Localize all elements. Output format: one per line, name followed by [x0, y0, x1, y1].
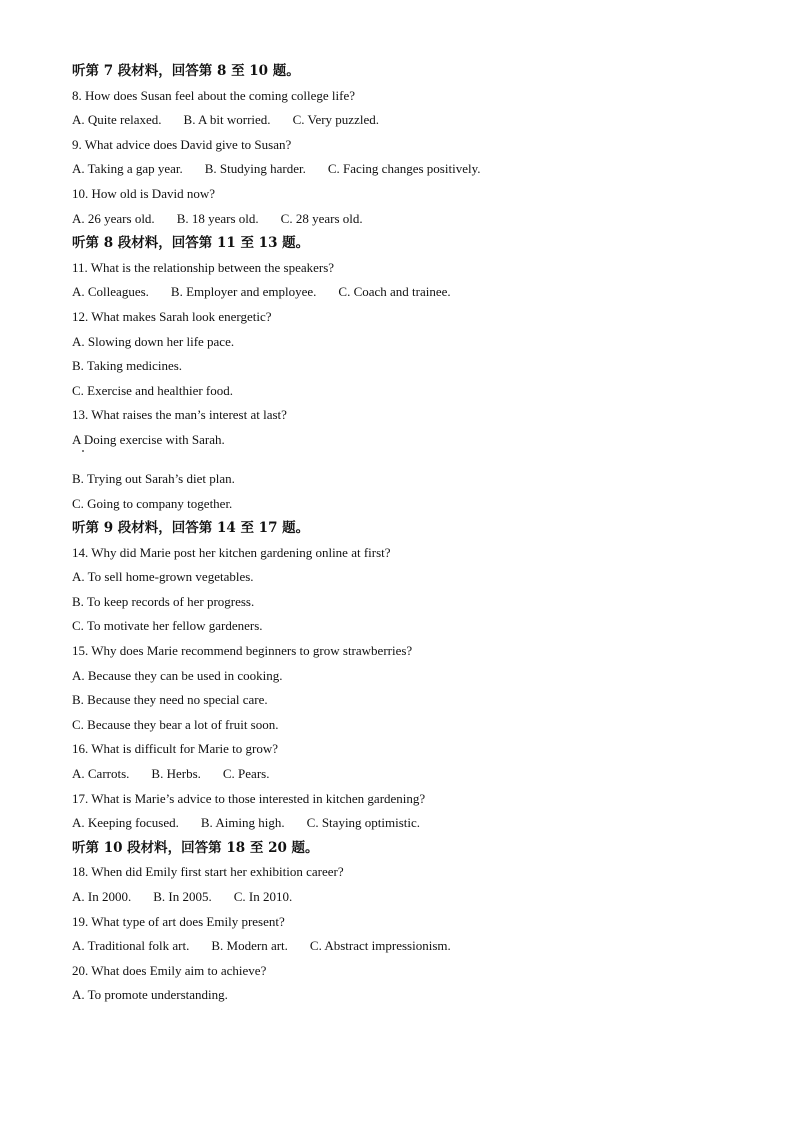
listening-questions: [72, 62, 732, 1011]
options-11: [72, 283, 732, 300]
option-a: A. 26 years old.: [72, 210, 155, 226]
option-c: C. Because they bear a lot of fruit soon.: [72, 716, 279, 732]
question-15: 15. Why does Marie recommend beginners to grow strawberries?: [72, 643, 413, 659]
question-13: 13. What raises the man’s interest at last?: [72, 407, 287, 423]
options-9: [72, 160, 732, 177]
option-a: A. Carrots.: [72, 766, 130, 782]
option-b: B. Aiming high.: [200, 815, 285, 831]
section-heading: 听第 8 段材料，回答第 11 至 13 题。: [72, 235, 310, 252]
option-a: A. Because they can be used in cooking.: [72, 667, 283, 683]
question-12: 12. What makes Sarah look energetic?: [72, 308, 272, 324]
question-14: 14. Why did Marie post her kitchen gardening online at first?: [72, 544, 391, 560]
option-c: C. Very puzzled.: [292, 112, 379, 128]
option-a: A. To promote understanding.: [72, 987, 228, 1003]
option-b: B. Herbs.: [151, 766, 201, 782]
option-c: C. Going to company together.: [72, 495, 233, 511]
section-heading: 听第 10 段材料，回答第 18 至 20 题。: [72, 839, 319, 856]
option-c: C. Pears.: [222, 766, 270, 782]
option-b: B. Because they need no special care.: [72, 692, 268, 708]
option-c: C. Coach and trainee.: [338, 284, 451, 300]
option-c: C. In 2010.: [233, 889, 293, 904]
option-c: C. 28 years old.: [280, 210, 363, 226]
option-a: A Doing exercise with Sarah.: [72, 431, 732, 448]
option-b: B. Trying out Sarah’s diet plan.: [72, 470, 235, 486]
option-b: B. Modern art.: [211, 938, 288, 954]
option-c: C. Staying optimistic.: [306, 815, 421, 831]
option-b: B. 18 years old.: [176, 210, 259, 226]
option-a: A. In 2000.: [72, 889, 132, 904]
option-b: B. A bit worried.: [183, 112, 271, 128]
question-9: 9. What advice does David give to Susan?: [72, 136, 292, 152]
option-c: C. Exercise and healthier food.: [72, 382, 233, 398]
option-c: C. To motivate her fellow gardeners.: [72, 618, 263, 634]
option-a: A. Colleagues.: [72, 284, 149, 300]
question-17: 17. What is Marie’s advice to those interested in kitchen gardening?: [72, 790, 426, 806]
option-a: A. Taking a gap year.: [72, 161, 183, 177]
option-a: A. Slowing down her life pace.: [72, 333, 235, 349]
options-8: [72, 111, 732, 128]
options-10: [72, 210, 732, 227]
options-16: [72, 765, 732, 782]
question-20: 20. What does Emily aim to achieve?: [72, 962, 267, 978]
options-17: [72, 814, 732, 831]
option-a: A. Keeping focused.: [72, 815, 179, 831]
option-b: B. Studying harder.: [204, 161, 306, 177]
options-18: [72, 888, 732, 905]
question-8: 8. How does Susan feel about the coming college life?: [72, 87, 356, 103]
option-b: B. Taking medicines.: [72, 358, 183, 374]
option-c: C. Abstract impressionism.: [309, 938, 451, 954]
options-19: [72, 937, 732, 954]
option-c: C. Facing changes positively.: [327, 161, 481, 177]
question-10: 10. How old is David now?: [72, 185, 215, 201]
question-19: 19. What type of art does Emily present?: [72, 913, 285, 929]
option-a: A. Traditional folk art.: [72, 938, 190, 954]
option-a: A. To sell home-grown vegetables.: [72, 569, 254, 585]
option-b: B. In 2005.: [153, 889, 212, 904]
question-11: 11. What is the relationship between the speakers?: [72, 259, 335, 275]
section-heading: 听第 7 段材料，回答第 8 至 10 题。: [72, 63, 300, 79]
option-b: B. To keep records of her progress.: [72, 593, 255, 609]
section-heading: 听第 9 段材料，回答第 14 至 17 题。: [72, 520, 310, 537]
question-18: 18. When did Emily first start her exhibition career?: [72, 864, 344, 880]
option-a: A. Quite relaxed.: [72, 112, 162, 128]
option-b: B. Employer and employee.: [170, 284, 317, 300]
question-16: 16. What is difficult for Marie to grow?: [72, 741, 279, 757]
